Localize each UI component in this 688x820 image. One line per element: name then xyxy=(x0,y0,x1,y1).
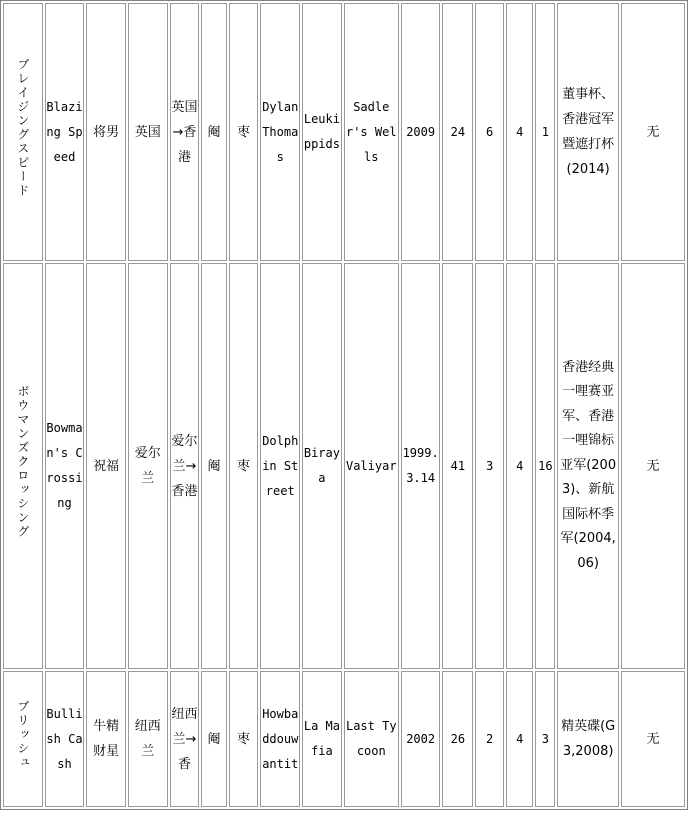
origin-cell: 纽西兰 xyxy=(128,671,168,807)
name-cn-cell: 将男 xyxy=(86,3,126,261)
name-jp-cell: ブレイジングスピード xyxy=(3,3,43,261)
name-en-cell: Blazing Speed xyxy=(45,3,85,261)
route-cell: 爱尔兰→香港 xyxy=(170,263,200,669)
starts-cell: 41 xyxy=(442,263,473,669)
sex-cell: 阉 xyxy=(201,263,226,669)
honors-cell: 精英碟(G3,2008) xyxy=(557,671,619,807)
name-en-cell: Bullish Cash xyxy=(45,671,85,807)
birth-cell: 1999.3.14 xyxy=(401,263,441,669)
dam-cell: Biraya xyxy=(302,263,342,669)
dam-cell: Leukippids xyxy=(302,3,342,261)
sire-cell: Dylan Thomas xyxy=(260,3,300,261)
name-cn-cell: 牛精财星 xyxy=(86,671,126,807)
birth-cell: 2009 xyxy=(401,3,441,261)
starts-cell: 24 xyxy=(442,3,473,261)
notes-cell: 无 xyxy=(621,3,685,261)
dam-cell: La Mafia xyxy=(302,671,342,807)
wins-cell: 6 xyxy=(475,3,504,261)
route-cell: 纽西兰→香 xyxy=(170,671,200,807)
damsire-cell: Valiyar xyxy=(344,263,399,669)
origin-cell: 爱尔兰 xyxy=(128,263,168,669)
route-cell: 英国→香港 xyxy=(170,3,200,261)
notes-cell: 无 xyxy=(621,671,685,807)
thirds-cell: 3 xyxy=(535,671,555,807)
sex-cell: 阉 xyxy=(201,671,226,807)
sex-cell: 阉 xyxy=(201,3,226,261)
damsire-cell: Last Tycoon xyxy=(344,671,399,807)
name-jp-cell: ブリッシュ xyxy=(3,671,43,807)
honors-cell: 董事杯、香港冠军暨遮打杯(2014) xyxy=(557,3,619,261)
color-cell: 枣 xyxy=(229,263,259,669)
seconds-cell: 4 xyxy=(506,263,534,669)
table-row xyxy=(3,263,685,669)
thirds-cell: 1 xyxy=(535,3,555,261)
sire-cell: Howbaddouwantit xyxy=(260,671,300,807)
starts-cell: 26 xyxy=(442,671,473,807)
name-en-cell: Bowman's Crossing xyxy=(45,263,85,669)
table-row xyxy=(3,3,685,261)
color-cell: 枣 xyxy=(229,3,259,261)
damsire-cell: Sadler's Wells xyxy=(344,3,399,261)
notes-cell: 无 xyxy=(621,263,685,669)
color-cell: 枣 xyxy=(229,671,259,807)
sire-cell: Dolphin Street xyxy=(260,263,300,669)
name-cn-cell: 祝福 xyxy=(86,263,126,669)
wins-cell: 2 xyxy=(475,671,504,807)
seconds-cell: 4 xyxy=(506,3,534,261)
name-jp-cell: ボウマンズクロッシング xyxy=(3,263,43,669)
table-row xyxy=(3,671,685,807)
seconds-cell: 4 xyxy=(506,671,534,807)
wins-cell: 3 xyxy=(475,263,504,669)
honors-cell: 香港经典一哩赛亚军、香港一哩锦标亚军(2003)、新航国际杯季军(2004,06) xyxy=(557,263,619,669)
birth-cell: 2002 xyxy=(401,671,441,807)
thirds-cell: 16 xyxy=(535,263,555,669)
origin-cell: 英国 xyxy=(128,3,168,261)
